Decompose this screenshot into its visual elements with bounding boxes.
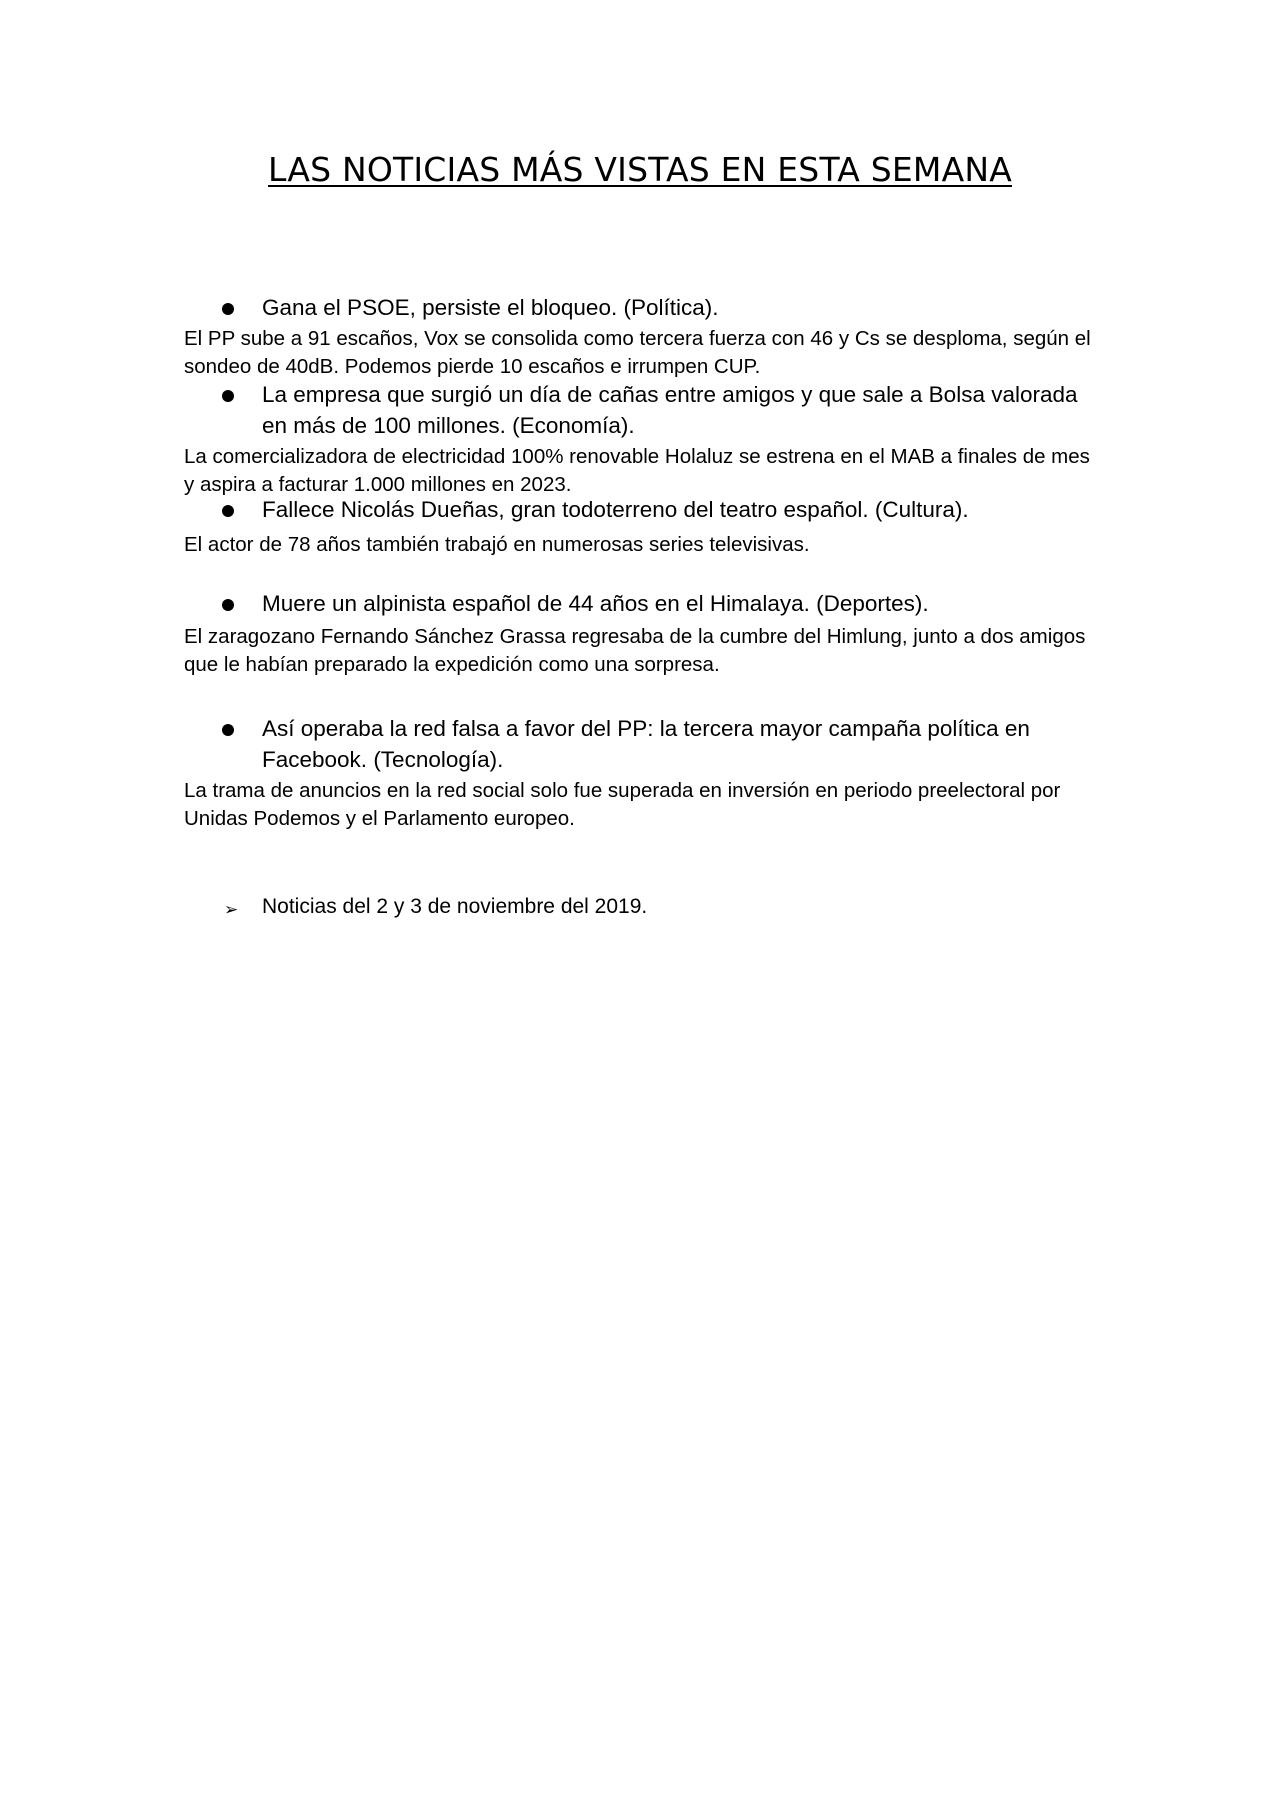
- news-headline: La empresa que surgió un día de cañas entre amigos y que sale a Bolsa valorada en más de 100 millones. (Economía).: [262, 382, 1078, 438]
- bullet-icon: [222, 724, 234, 736]
- news-item-economia: [184, 379, 1104, 499]
- news-summary: La trama de anuncios en la red social solo fue superada en inversión en periodo preelectoral por Unidas Podemos y el Parlamento europeo.: [184, 779, 1061, 830]
- news-item-politica: [184, 292, 1104, 381]
- footer-note-text: Noticias del 2 y 3 de noviembre del 2019.: [262, 895, 648, 918]
- bullet-icon: [222, 303, 234, 315]
- footer-note: [184, 892, 1104, 922]
- news-summary: El zaragozano Fernando Sánchez Grassa regresaba de la cumbre del Himlung, junto a dos amigos que le habían preparado la expedición como una sorpresa.: [184, 625, 1086, 676]
- news-summary: El actor de 78 años también trabajó en numerosas series televisivas.: [184, 533, 810, 556]
- document-title: LAS NOTICIAS MÁS VISTAS EN ESTA SEMANA: [267, 150, 1013, 189]
- arrow-bullet-icon: ➢: [224, 900, 239, 920]
- news-item-cultura: [184, 494, 1104, 559]
- news-summary: El PP sube a 91 escaños, Vox se consolida como tercera fuerza con 46 y Cs se desploma, según el sondeo de 40dB. Podemos pierde 10 escaños e irrumpen CUP.: [184, 327, 1091, 378]
- bullet-icon: [222, 599, 234, 611]
- news-headline: Así operaba la red falsa a favor del PP: la tercera mayor campaña política en Facebook. (Tecnología).: [262, 716, 1030, 772]
- news-headline-wrapper: [184, 379, 1104, 441]
- news-headline-wrapper: [184, 494, 1104, 525]
- news-headline: Gana el PSOE, persiste el bloqueo. (Política).: [262, 295, 719, 320]
- news-headline-wrapper: [184, 588, 1104, 619]
- news-headline-wrapper: [184, 713, 1104, 775]
- bullet-icon: [222, 505, 234, 517]
- bullet-icon: [222, 390, 234, 402]
- news-headline: Muere un alpinista español de 44 años en el Himalaya. (Deportes).: [262, 591, 929, 616]
- news-item-tecnologia: [184, 713, 1104, 833]
- news-headline-wrapper: [184, 292, 1104, 323]
- news-item-deportes: [184, 588, 1104, 679]
- news-summary: La comercializadora de electricidad 100% renovable Holaluz se estrena en el MAB a finales de mes y aspira a facturar 1.000 millones en 2023.: [184, 445, 1090, 496]
- news-headline: Fallece Nicolás Dueñas, gran todoterreno del teatro español. (Cultura).: [262, 497, 969, 522]
